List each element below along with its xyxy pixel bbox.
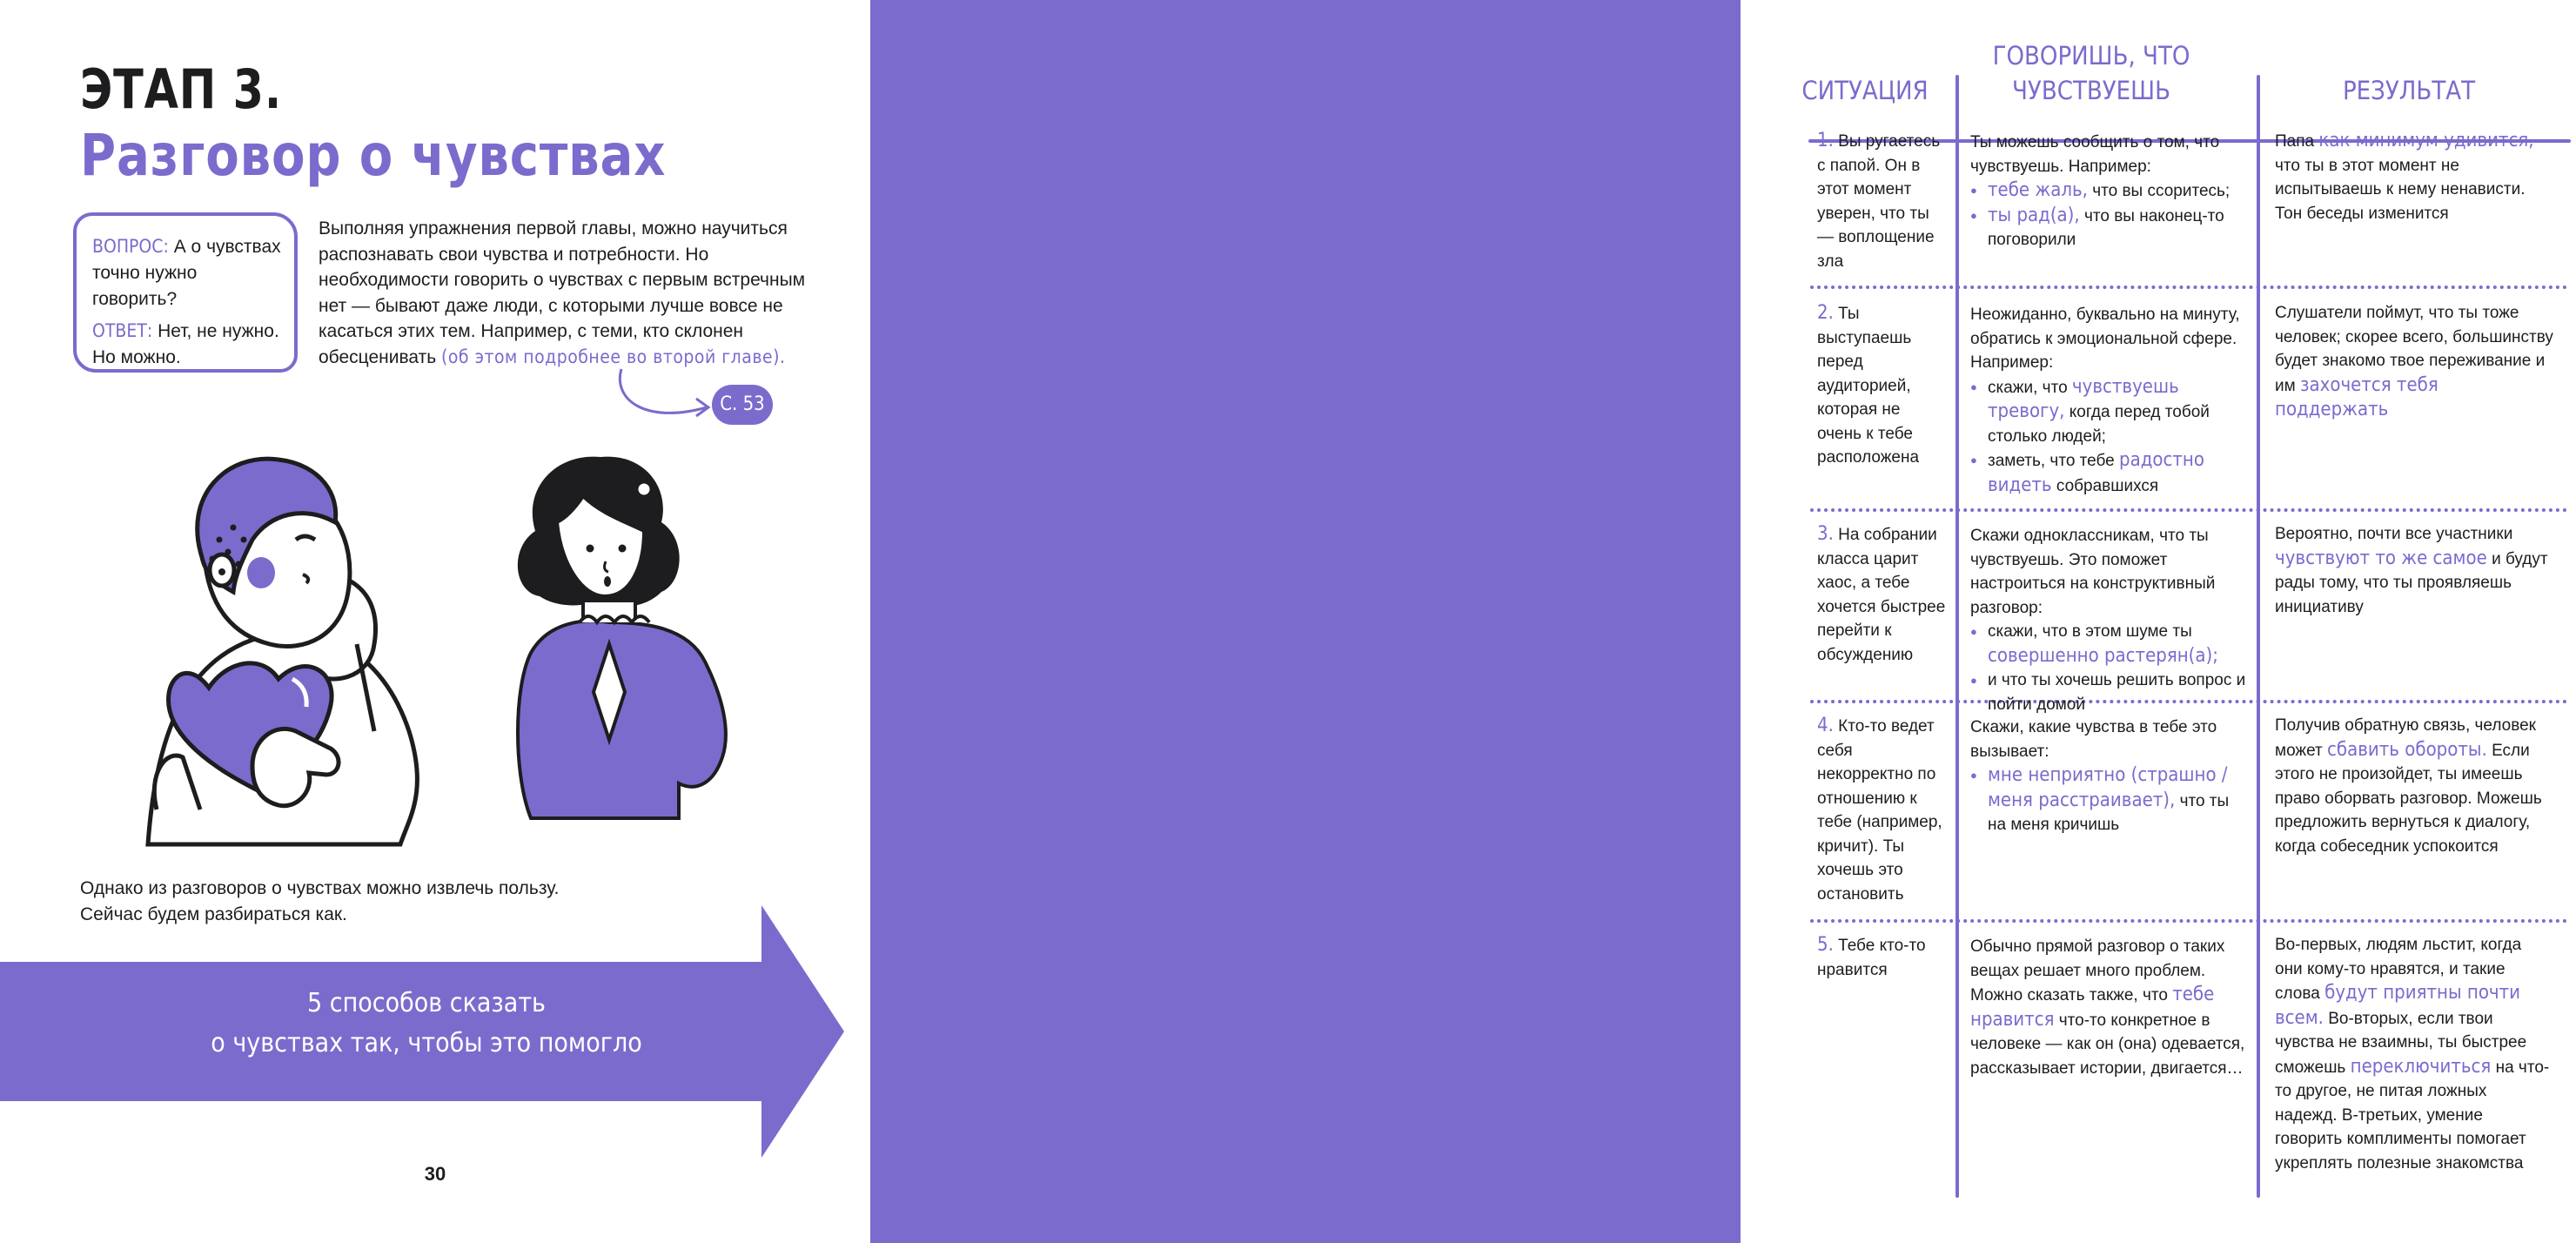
row2-situation	[1817, 301, 1948, 470]
row4-bullet-1-highlight: мне неприятно (страшно / меня расстраивает),	[1988, 764, 2228, 811]
row2-result-pre: Слушатели поймут, что ты тоже человек; скорее всего, большинству будет знакомо твое переживание и им	[2275, 304, 2553, 395]
row-divider	[1810, 919, 2567, 923]
row4-bullet-1	[1970, 763, 2249, 837]
row3-result-highlight: чувствуют то же самое	[2275, 547, 2487, 569]
right-page	[870, 0, 2553, 1243]
row-divider	[1810, 286, 2567, 289]
answer-key: ОТВЕТ:	[92, 320, 153, 341]
row2-say-intro: Неожиданно, буквально на минуту, обратись к эмоциональной сфере. Например:	[1970, 306, 2240, 372]
row5-result	[2275, 933, 2553, 1175]
row5-result-post: на что-то другое, не питая ложных надежд. В-третьих, умение говорить комплименты помогает укреплять полезные знакомства	[2275, 1058, 2550, 1172]
row4-result-pre: Получив обратную связь, человек может	[2275, 716, 2536, 760]
row5-result-highlight-2: переключиться	[2350, 1055, 2492, 1078]
header-say: ГОВОРИШЬ, ЧТО ЧУВСТВУЕШЬ	[1992, 41, 2190, 105]
row2-result-highlight: захочется тебя поддержать	[2275, 373, 2438, 420]
page-ref-badge: С. 53	[712, 385, 773, 425]
row4-bullet-1-text: что ты на меня кричишь	[1988, 791, 2230, 834]
situations-table	[1782, 31, 2576, 1215]
row5-result-pre: Во-первых, людям льстит, когда они кому-то нравятся, и такие слова	[2275, 936, 2522, 1003]
row1-bullet-2-highlight: ты рад(а),	[1988, 204, 2080, 226]
row5-result-highlight: будут приятны почти всем.	[2275, 982, 2521, 1029]
row2-bullet-1	[1970, 375, 2249, 449]
row2-bullet-2-text: собравшихся	[2056, 476, 2159, 495]
qa-box	[73, 212, 298, 373]
row2-bullet-2	[1970, 448, 2249, 498]
row4-situation	[1817, 714, 1948, 906]
row2-situation-text: Ты выступаешь перед аудиторией, которая не очень к тебе расположена	[1817, 305, 1920, 467]
row1-result-post: что ты в этот момент не испытываешь к нему ненависти. Тон беседы изменится	[2275, 156, 2526, 223]
row1-bullet-1	[1970, 178, 2249, 204]
row3-say	[1970, 524, 2249, 716]
row4-situation-text: Кто-то ведет себя некорректно по отношению к тебе (например, кричит). Ты хочешь это остановить	[1817, 717, 1942, 904]
left-page	[0, 0, 870, 1243]
row3-bullet-1-pre: скажи, что в этом шуме ты	[1988, 622, 2192, 641]
answer-text: Нет, не нужно. Но можно.	[92, 321, 279, 367]
row1-say-intro: Ты можешь сообщить о том, что чувствуешь. Например:	[1970, 133, 2220, 176]
row3-result-pre: Вероятно, почти все участники	[2275, 525, 2513, 543]
row5-result-mid: Во-вторых, если твои чувства не взаимны, ты быстрее сможешь	[2275, 1009, 2527, 1077]
row1-situation	[1817, 129, 1948, 273]
row4-result	[2275, 714, 2553, 858]
row-divider	[1810, 508, 2567, 512]
column-divider	[1955, 75, 1959, 1198]
row1-result-highlight: как минимум удивится,	[2318, 130, 2534, 151]
row2-bullet-1-pre: скажи, что	[1988, 378, 2068, 397]
girl-illustration	[513, 444, 748, 827]
row4-say	[1970, 716, 2249, 837]
row3-situation	[1817, 522, 1948, 667]
stage-label: ЭТАП 3.	[80, 57, 283, 121]
row3-bullet-2	[1970, 669, 2249, 716]
row4-result-post: Если этого не произойдет, ты имеешь право оборвать разговор. Можешь предложить вернуться к диалогу, когда собеседник успокоится	[2275, 741, 2542, 856]
row1-bullet-2	[1970, 204, 2249, 252]
row2-bullet-1-text: когда перед тобой столько людей;	[1988, 403, 2210, 446]
header-result: РЕЗУЛЬТАТ	[2342, 76, 2476, 105]
row3-bullet-2-text: и что ты хочешь решить вопрос и пойти домой	[1988, 671, 2246, 714]
row5-say-post: что-то конкретное в человеке — как он (она) одевается, рассказывает истории, двигается…	[1970, 1011, 2245, 1078]
row2-say	[1970, 303, 2249, 498]
row5-number: 5.	[1817, 934, 1834, 956]
row5-situation-text: Тебе кто-то нравится	[1817, 937, 1926, 979]
outro-line-2: Сейчас будем разбираться как.	[80, 904, 347, 924]
row2-bullet-2-highlight: радостно видеть	[1988, 449, 2204, 496]
page-number: 30	[424, 1163, 446, 1185]
row3-situation-text: На собрании класса царит хаос, а тебе хочется быстрее перейти к обсуждению	[1817, 526, 1946, 664]
row1-situation-text: Вы ругаетесь с папой. Он в этот момент уверен, что ты — воплощение зла	[1817, 132, 1941, 271]
row5-situation	[1817, 933, 1948, 982]
row4-say-intro: Скажи, какие чувства в тебе это вызывает:	[1970, 718, 2217, 761]
question-key: ВОПРОС:	[92, 236, 169, 257]
arrow-line-2: о чувствах так, чтобы это помогло	[211, 1028, 642, 1058]
row2-bullet-1-highlight: чувствуешь тревогу,	[1988, 375, 2179, 422]
arrow-line-1: 5 способов сказать	[307, 988, 546, 1018]
intro-paragraph	[319, 216, 806, 370]
row1-bullet-1-highlight: тебе жаль,	[1988, 179, 2088, 201]
row3-result	[2275, 522, 2553, 619]
row1-result	[2275, 129, 2553, 225]
row4-result-highlight: сбавить обороты.	[2327, 738, 2487, 761]
question-text: А о чувствах точно нужно говорить?	[92, 237, 281, 309]
intro-text: Выполняя упражнения первой главы, можно научиться распознавать свои чувства и потребности. Но необходимости говорить о чувствах с первым встречным нет — бывают даже люди, с которыми лучше вовсе не касаться этих тем. Например, с теми, кто склонен обесценивать	[319, 218, 806, 367]
row1-result-pre: Папа	[2275, 132, 2315, 151]
curved-arrow-icon	[609, 364, 722, 433]
qa-answer	[92, 318, 282, 371]
row1-bullet-1-text: что вы ссоритесь;	[2092, 182, 2231, 200]
row2-number: 2.	[1817, 302, 1834, 324]
boy-with-heart-illustration	[122, 444, 453, 853]
intro-highlight: (об этом подробнее во второй главе).	[441, 346, 786, 367]
row4-number: 4.	[1817, 715, 1834, 736]
qa-question	[92, 233, 282, 312]
row5-say-highlight: тебе нравится	[1970, 984, 2215, 1031]
row3-say-intro: Скажи одноклассникам, что ты чувствуешь. Это поможет настроиться на конструктивный разговор:	[1970, 527, 2216, 617]
row3-number: 3.	[1817, 523, 1834, 545]
arrow-banner-text	[157, 984, 696, 1064]
stage-title: Разговор о чувствах	[80, 122, 667, 189]
row2-result	[2275, 301, 2553, 423]
row3-result-post: и будут рады тому, что ты проявляешь инициативу	[2275, 549, 2548, 616]
outro-line-1: Однако из разговоров о чувствах можно извлечь пользу.	[80, 878, 560, 898]
row5-say	[1970, 935, 2249, 1080]
row1-say	[1970, 131, 2249, 252]
column-divider	[2257, 75, 2260, 1198]
row5-say-intro: Обычно прямой разговор о таких вещах решает много проблем. Можно сказать также, что	[1970, 937, 2225, 1004]
row3-bullet-1	[1970, 620, 2249, 669]
row1-bullet-2-text: что вы наконец-то поговорили	[1988, 206, 2224, 249]
row3-bullet-1-highlight: совершенно растерян(а);	[1988, 644, 2218, 667]
row2-bullet-2-pre: заметь, что тебе	[1988, 452, 2115, 470]
header-situation: СИТУАЦИЯ	[1801, 76, 1929, 105]
row1-number: 1.	[1817, 130, 1834, 151]
